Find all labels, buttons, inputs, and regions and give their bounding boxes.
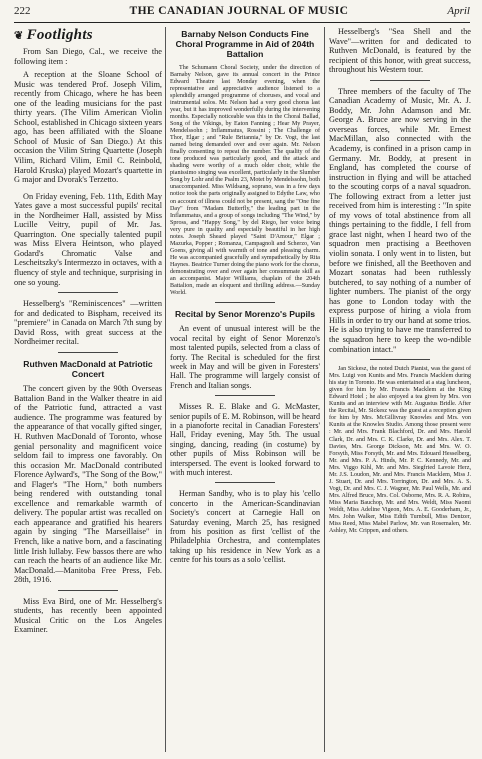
page-number: 222 — [14, 5, 31, 17]
article-paragraph: Misses R. E. Blake and G. McMaster, senior pupils of E. M. Robinson, will be heard in a pianoforte recital in Canadian Foresters' Hall, Friday evening, May 5th. The usual singing, dancing, reading (in costume) by other pupils of Miss Robinson will be interspersed. The event is looked forward to with much interest. — [170, 402, 320, 478]
column-middle — [170, 27, 320, 752]
header-rule — [14, 22, 470, 23]
section-divider — [215, 482, 275, 483]
column-left — [14, 27, 162, 752]
journal-title: THE CANADIAN JOURNAL OF MUSIC — [129, 5, 349, 17]
page-header — [14, 5, 470, 19]
article-paragraph: On Friday evening, Feb. 11th, Edith May Yates gave a most successful pupils' recital in the Nordheimer Hall, assisted by Miss Lucille Veitry, pupil of Mr. Jas. Quarrington. One specially talented pupil was Miss Elvera Heintson, who played Godard's Chromatic Valse and Lescheitszky's Intermezzo in octaves, with a fluency of style and technique, surprising in one so young. — [14, 191, 162, 287]
article-paragraph: From San Diego, Cal., we receive the following item : — [14, 47, 162, 66]
article-paragraph: Miss Eva Bird, one of Mr. Hesselberg's students, has recently been appointed Musical Critic on the Los Angeles Examiner. — [14, 596, 162, 635]
article-heading: Ruthven MacDonald at Patriotic Concert — [23, 358, 153, 380]
article-paragraph: A reception at the Sloane School of Music was tendered Prof. Joseph Vilim, recently from Chicago, where he has been one of the leading musicians for the past thirty years. (The Vilim American Violin School, established in Chicago sixteen years ago, has been affiliated with the Sloane School of Music of San Diego.) At this occasion the Vilim String Quartette (Joseph Vilim, Richard Vilim, Emil C. Reinbold, Harold Kruska) played Mozart's quartette in G major and Dvorak's Terzetto. — [14, 70, 162, 185]
section-divider — [370, 359, 430, 360]
article-paragraph: An event of unusual interest will be the vocal recital by eight of Senor Morenzo's most talented pupils, selected from a class of forty. The Recital is scheduled for the first week in May and will be given in Foresters' Hall. The programme will largely consist of French and Italian songs. — [170, 324, 320, 390]
section-divider — [370, 80, 430, 81]
section-divider — [58, 590, 118, 591]
column-right — [329, 27, 471, 752]
article-paragraph: The Schumann Choral Society, under the direction of Barnaby Nelson, gave its annual concert in the Prince Edward Theatre last Monday evening, when the representative and appreciative audience listened to a splendidly arranged programme of choruses, and vocal and instrumental solos. Mr. Nelson had a very good chorus last year, but it has improved wonderfully during the intervening months. Especially noticeable was this in the Choral Ballad, Song of the Vikings, by Eaton Fanning ; Hear My Prayer, Mendelssohn ; Inflammatus, Rossini ; The Challenge of Thor, Elgar ; and "Rule Britannia," by Dr. Vogt, the last named being demanded over and over again. Mr. Nelson finally consenting to repeat the number. The quality of the tone produced was particularly good, and the attack and shading were worthy of a much older choir, while the pianissimo singing was excellent, particularly in the Slumber Song by Lohr and the Psalm 23, Motet by Mendelssohn, both unaccompanied. Miss Wildsang, soprano, was in a few days notice took the parts originally assigned to Edythe Law, who on account of illness could not be present, sang the "One fine Day" from "Madam Butterfly," the leading part in the Inflammatus, and a group of songs including "The Wind," by Spross, and "Happy Song," by del Riego, her voice being very pure in quality and especially beautiful in her high notes. Joseph Sheard played "Saint D'Amour," Elgar ; Mazurka, Popper ; Romanza, Campagnoli and Scherzo, Van Goens, giving all with warmth of tone and pleasing charm. He was accompanied gracefully and sympathetically by Rita Haynes. Beatrice Turner doing the piano work for the chorus, demonstrating over and over again her consummate skill as an accompanist. Major Williams, chaplain of the 204th Battalion, made an eloquent and thrilling address.—Sunday World. — [170, 64, 320, 297]
footlights-heading: ❦ Footlights — [14, 27, 162, 44]
section-divider — [215, 395, 275, 396]
article-paragraph: Jan Sickesz, the noted Dutch Pianist, was the guest of Mrs. Luigi von Kunits and Mrs. Francis Macklem during his stay in Toronto. He was entertained at a stag luncheon, given for him by Mr. Francis Macklem at the King Edward Hotel ; he also enjoyed a tea given by Mrs. von Kunits and an interview with Mr. Augustus Bridle. After the Recital, Mr. Sickesz was the guest at a reception given for him by Mrs. McGillivray Knowles and Mrs. von Kunits at the Knowles Studio. Among those present were : Mr. and Mrs. Frank Blachford, Dr. and Mrs. Harold Clark, Dr. and Mrs. C. K. Clarke, Dr. and Mrs. Alex. T. Davies, Mrs. George Dickson, Mr. and Mrs. W. O. Forsyth, Miss Forsyth, Mr. and Mrs. Edouard Hesselberg, Mr. and Mrs. P. A. Hinds, Mr. P. C. Kennedy, Mr. and Mrs. Viggo Kihl, Mr. and Mrs. Siegfried Lavoie Herz, Mr. J.S. Loudon, Mr. and Mrs. Francis Macklem, Miss J. J. Stuart, Dr. and Mrs. Torrington, Dr. and Mrs. A. S. Vogt, Dr. and Mrs. C. J. Wagner, Mr. Paul Wells, Mr. and Mrs. Alfred Bruce, Mrs. Col. Osborne, Mrs. R. A. Robins, Miss Maria Bauchop, Mr. and Mrs. Weldt, Miss Naomi Weldt, Miss Adeline Vigeon, Mrs. A. E. Gooderham, Jr., Mrs. John Walker, Miss Edith Turnbull, Miss Dentzer, Miss Reed, Miss Mabel Parlow, Mr. van Rosemalen, Mr. Ashley, Mr. Crippen, and others. — [329, 366, 471, 535]
article-paragraph: Three members of the faculty of The Canadian Academy of Music, Mr. A. J. Boddy, Mr. John Adamson and Mr. George A. Bruce are now serving in the overseas forces, while Mr. Ernest MacMillan, also connected with the Academy, is confined in a prison camp in Germany. Mr. Boddy, at present in England, has completed the course of instruction in flying and will be attached to the scouting corps of a naval squadron. The following extract from a letter just received from him is interesting : "In spite of my vows of total abstinence from all things pertaining to the fiddle, I fell from grace last night, when I heard two of the squadron men practising a Beethoven violin sonata. I only went in to listen, but before we finished, all the Beethoven and Mozart sonatas had been ruthlessly butchered, to say nothing of a number of lighter numbers. The pianist of the orgy has gone to London today with the express purpose of hiring a viola from Hills in order to try our hand at some trios. He is also trying to have me transferred to the squadron here to keep the wo-ndible combination intact." — [329, 86, 471, 354]
article-paragraph: Hesselberg's "Sea Shell and the Wave"—written for and dedicated to Ruthven McDonald, is featured by the recipient of this honor, with great success, throughout his Western tour. — [329, 27, 471, 75]
section-divider — [58, 292, 118, 293]
issue-month: April — [447, 5, 470, 17]
section-divider — [215, 302, 275, 303]
column-divider — [324, 27, 325, 752]
article-paragraph: Herman Sandby, who is to play his 'cello concerto in the American-Scandinavian Society's concert at Carnegie Hall on Saturday evening, March 25, has resigned from his position as first 'cellist of the Philadelphia Orchestra, and contemplates taking up his residence in New York as a centre for his tours as a solo 'cellist. — [170, 489, 320, 565]
article-heading: Recital by Senor Morenzo's Pupils — [174, 309, 316, 320]
article-paragraph: Hesselberg's "Reminiscences" —written for and dedicated to Bispham, received its "premiere" in Canada on March 7th sung by David Ross, with great success at the Nordheimer recital. — [14, 299, 162, 347]
section-divider — [58, 352, 118, 353]
column-divider — [165, 27, 166, 752]
article-paragraph: The concert given by the 90th Overseas Battalion Band in the Walker theatre in aid of the Patriotic fund, attracted a vast audience. The programme was featured by the appearance of that vocally gifted singer, H. Ruthven MacDonald of Toronto, whose genial personality and magnificent voice seldom fail to impress one favorably. On this occasion Mr. MacDonald contributed Florence Aylward's, "The Song of the Bow," and Flager's "The Horn," both numbers being rendered with outstanding tonal excellence and remarkable warmth of delivery. The popular artist was recalled on each appearance and gratified his hearers again by singing "The Marseillaise" in French, like a native born, and a fascinating little Irish lullaby. Few bassos there are who can reach the hearts of an audience like Mr. MacDonald.—Manitoba Free Press, Feb. 28th, 1916. — [14, 384, 162, 585]
article-heading: Barnaby Nelson Conducts Fine Choral Programme in Aid of 204th Battalion — [175, 29, 315, 60]
